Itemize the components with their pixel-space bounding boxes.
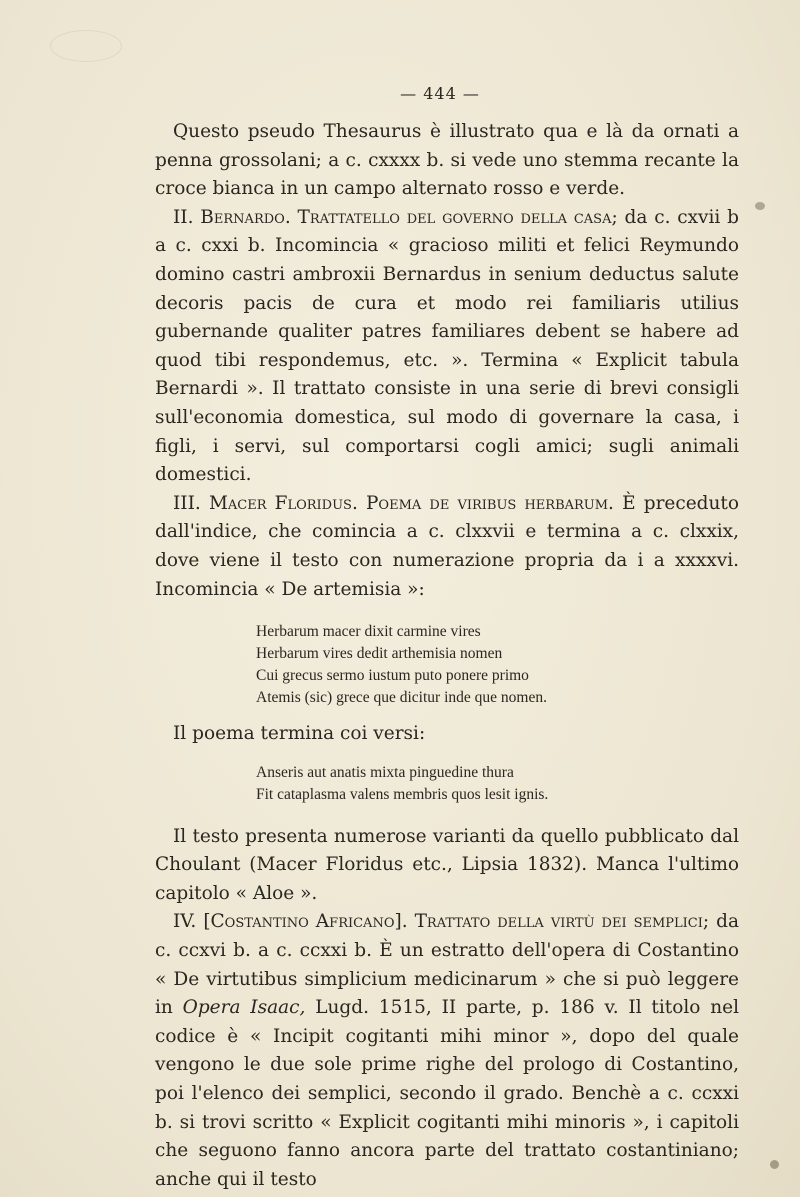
section-heading: IV. [Costantino Africano]. Trattato della virtù dei semplici;	[173, 911, 710, 933]
page-number: — 444 —	[400, 84, 480, 103]
spacer	[155, 749, 739, 762]
section-heading: III. Macer Floridus. Poema de viribus herbarum.	[173, 492, 614, 514]
verse-line: Cui grecus sermo iustum puto ponere primo	[256, 667, 529, 685]
paragraph-text: da c. cxvii b a c. cxxi b. Incomincia « gracioso militi et felici Reymundo domino castri ambroxii Bernardus in senium deductus salute decoris pacis de cura et modo rei familiaris utilius gubernande qualiter patres familiares debent se habere ad quod tibi respondemus, etc. ». Termina « Explicit tabula Bernardi ». Il trattato consiste in una serie di brevi consigli sull'economia domestica, sul modo di governare la casa, i figli, i servi, sul comportarsi cogli amici; sugli animali domestici.	[155, 206, 739, 486]
paragraph-thesaurus: Questo pseudo Thesaurus è illustrato qua e là da ornati a penna grossolani; a c. cxxxx b. si vede uno stemma recante la croce bianca in un campo alternato rosso e verde.	[155, 121, 739, 200]
paragraph-text: Lugd. 1515, II parte, p. 186 v. Il titolo nel codice è « Incipit cogitanti mihi minor », dopo del quale vengono le due sole prime righe del prologo di Costantino, poi l'elenco dei semplici, secondo il grado. Benchè a c. ccxxi b. si trovi scritto « Explicit cogitanti mihi minoris », i capitoli che seguono fanno ancora parte del trattato costantiniano; anche qui il testo	[155, 997, 739, 1190]
verse-line: Herbarum macer dixit carmine vires	[256, 623, 481, 641]
paragraph-macer	[155, 490, 739, 604]
verse-line: Anseris aut anatis mixta pinguedine thura	[256, 763, 514, 781]
verse-block-explicit	[155, 762, 739, 806]
section-heading: II. Bernardo. Trattatello del governo della casa;	[173, 206, 618, 228]
page-body	[155, 118, 739, 1194]
paragraph-bernardo	[155, 204, 739, 490]
spacer	[155, 604, 739, 621]
verse-line: Atemis (sic) grece que dicitur inde que nomen.	[256, 689, 547, 707]
spacer	[155, 806, 739, 823]
paragraph-text: È preceduto dall'indice, che comincia a c. clxxvii e termina a c. clxxix, dove viene il testo con numerazione propria da i a xxxxvi. Incomincia « De artemisia »:	[155, 492, 739, 600]
paper-stain	[770, 1160, 779, 1169]
paragraph-costantino	[155, 908, 739, 1194]
book-title: Opera Isaac,	[182, 997, 306, 1019]
paragraph-text: da c. ccxvi b. a c. ccxxi b. È un estratto dell'opera di Costantino « De virtutibus simplicium medicinarum » che si può leggere in	[155, 911, 739, 1019]
verse-line: Fit cataplasma valens membris quos lesit ignis.	[256, 785, 549, 803]
verse-line: Herbarum vires dedit arthemisia nomen	[256, 645, 503, 663]
paper-stain	[755, 202, 765, 210]
spacer	[155, 709, 739, 720]
paragraph-choulant: Il testo presenta numerose varianti da quello pubblicato dal Choulant (Macer Floridus etc., Lipsia 1832). Manca l'ultimo capitolo « Aloe ».	[155, 825, 739, 904]
paragraph-poem-end: Il poema termina coi versi:	[173, 723, 426, 745]
verse-block-incipit	[155, 621, 739, 709]
paper-stain	[50, 30, 122, 62]
